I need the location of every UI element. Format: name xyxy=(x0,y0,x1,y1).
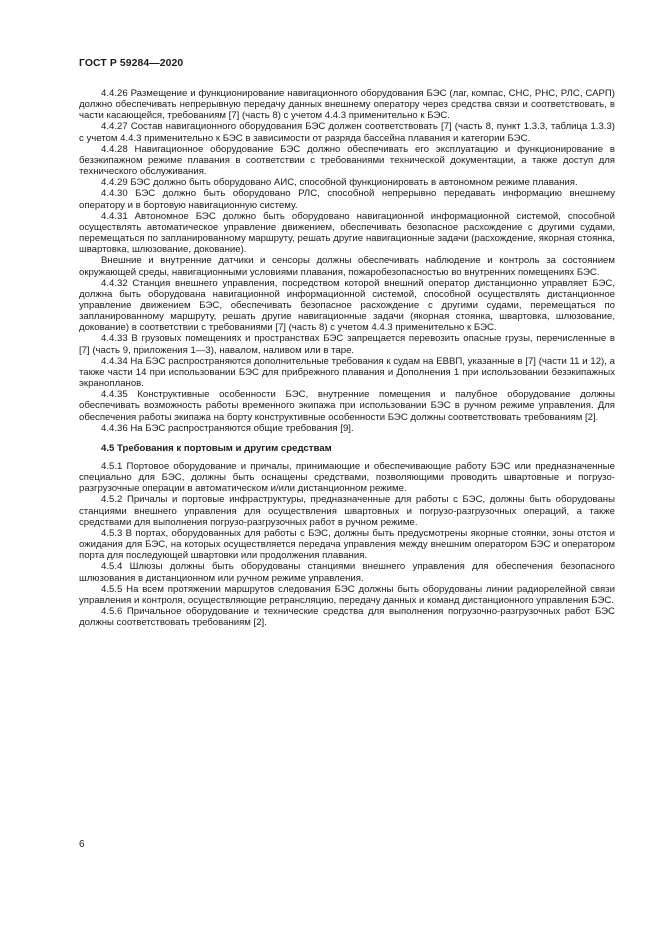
paragraph-4-4-34: 4.4.34 На БЭС распространяются дополнительные требования к судам на ЕВВП, указанные в [7] (части 11 и 12), а также части 14 при использовании БЭС для прибрежного плавания и Дополнения 1 при использовании безэкипажных экранопланов. xyxy=(79,355,615,390)
paragraph-4-4-30: 4.4.30 БЭС должно быть оборудовано РЛС, способной непрерывно передавать информацию внешнему оператору и в бортовую навигационную систему. xyxy=(79,188,615,211)
section-heading-4-5: 4.5 Требования к портовым и другим средствам xyxy=(101,442,332,454)
page-number: 6 xyxy=(79,839,85,850)
document-page xyxy=(79,0,615,935)
paragraph-4-4-32: 4.4.32 Станция внешнего управления, посредством которой внешний оператор дистанционно управляет БЭС, должна быть оборудована навигационной информационной системой, способной осуществлять дистанционное управление движением БЭС, обеспечивать безопасное расхождение с другими судами, перемещаться по запланированному маршруту, решать другие навигационные задачи (якорная стоянка, швартовка, шлюзование, докование) в соответствии с требованиями [7] (часть 8) с учетом 4.4.3 применительно к БЭС. xyxy=(79,277,615,334)
paragraph-4-4-33: 4.4.33 В грузовых помещениях и пространствах БЭС запрещается перевозить опасные грузы, перечисленные в [7] (часть 9, приложения 1—3), навалом, наливом или в таре. xyxy=(79,333,615,356)
paragraph-4-5-1: 4.5.1 Портовое оборудование и причалы, принимающие и обеспечивающие работу БЭС или предназначенные специально для БЭС, должны быть оснащены средствами, позволяющими проводить швартовные и погрузо-разгрузочные операции в автоматическом и/или дистанционном режиме. xyxy=(79,461,615,495)
paragraph-4-4-28: 4.4.28 Навигационное оборудование БЭС должно обеспечивать его эксплуатацию и функционирование в безэкипажном режиме плавания в соответствии с требованиями технической документации, а также доступ для технического обслуживания. xyxy=(79,143,615,178)
paragraph-4-4-31: 4.4.31 Автономное БЭС должно быть оборудовано навигационной информационной системой, способной осуществлять автоматическое управление движением, обеспечивать безопасное расхождение с другими судами, перемещаться по запланированному маршруту, решать другие навигационные задачи (расхождение, якорная стоянка, швартовка, шлюзование, докование). xyxy=(79,210,615,256)
paragraph-4-5-6: 4.5.6 Причальное оборудование и технические средства для выполнения погрузочно-разгрузочных работ БЭС должны соответствовать требованиям [2]. xyxy=(79,606,615,629)
document-header-id: ГОСТ Р 59284—2020 xyxy=(79,58,184,69)
paragraph-4-5-2: 4.5.2 Причалы и портовые инфраструктуры, предназначенные для работы с БЭС, должны быть оборудованы станциями внешнего управления для осуществления швартовных и погрузо-разгрузочных операций, а также средствами для выполнения погрузо-разгрузочных работ в ручном режиме. xyxy=(79,494,615,528)
paragraph-4-4-27: 4.4.27 Состав навигационного оборудования БЭС должен соответствовать [7] (часть 8, пункт 1.3.3, таблица 1.3.3) с учетом 4.4.3 применительно к БЭС в зависимости от разряда бассейна плавания и категории БЭС. xyxy=(79,121,615,144)
paragraph-4-5-4: 4.5.4 Шлюзы должны быть оборудованы станциями внешнего управления для обеспечения безопасного шлюзования в дистанционном или ручном режиме управления. xyxy=(79,561,615,584)
paragraph-4-4-26: 4.4.26 Размещение и функционирование навигационного оборудования БЭС (лаг, компас, СНС, РНС, РЛС, САРП) должно обеспечивать непрерывную передачу данных внешнему оператору через средства связи и соответствовать, в части касающейся, требованиям [7] (часть 8) с учетом 4.4.3 применительно к БЭС. xyxy=(79,88,615,122)
paragraph-4-4-36: 4.4.36 На БЭС распространяются общие требования [9]. xyxy=(101,422,354,434)
paragraph-4-5-5: 4.5.5 На всем протяжении маршрутов следования БЭС должны быть оборудованы линии радиорелейной связи управления и контроля, осуществляющие ретрансляцию, передачу данных и команд дистанционного управления БЭС. xyxy=(79,583,615,606)
document-body xyxy=(79,88,615,628)
paragraph-4-5-3: 4.5.3 В портах, оборудованных для работы с БЭС, должны быть предусмотрены якорные стоянки, зоны отстоя и ожидания для БЭС, на которых осуществляется передача управления между внешним оператором БЭС и оператором порта для последующей швартовки или продолжения плавания. xyxy=(79,527,615,562)
paragraph-4-4-31-sensors: Внешние и внутренние датчики и сенсоры должны обеспечивать наблюдение и контроль за состоянием окружающей среды, навигационными условиями плавания, пожаробезопасностью во внутренних помещениях БЭС. xyxy=(79,255,615,278)
paragraph-4-4-35: 4.4.35 Конструктивные особенности БЭС, внутренние помещения и палубное оборудование должны обеспечивать возможность работы временного экипажа при использовании БЭС в ручном режиме управления. Для обеспечения работы экипажа на борту конструктивные особенности БЭС должны соответствовать требованиям [2]. xyxy=(79,389,615,423)
paragraph-4-4-29: 4.4.29 БЭС должно быть оборудовано АИС, способной функционировать в автономном режиме плавания. xyxy=(101,177,578,189)
